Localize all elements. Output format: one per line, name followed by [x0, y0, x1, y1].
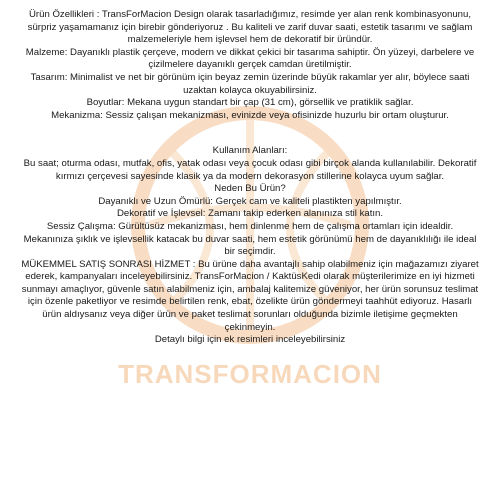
design-paragraph: Tasarım: Minimalist ve net bir görünüm için beyaz zemin üzerinde büyük rakamlar yer alır, böylece saati uzaktan kolayca okuyabilirsiniz. [30, 71, 470, 96]
summary-paragraph: Mekanınıza şıklık ve işlevsellik katacak bu duvar saati, hem estetik görünümü hem de dayanıklılığı ile ideal bir seçimdir. [23, 233, 477, 258]
dimensions-paragraph: Boyutlar: Mekana uygun standart bir çap (31 cm), görsellik ve pratiklik sağlar. [86, 97, 414, 109]
usage-paragraph: Bu saat; oturma odası, mutfak, ofis, yatak odası veya çocuk odası gibi birçok alanda kullanılabilir. Dekoratif kırmızı çerçevesi sayesinde klasik ya da modern dekorasyon stillerine kolayca uyum sağlar. [23, 157, 477, 182]
mechanism-paragraph: Mekanizma: Sessiz çalışan mekanizması, evinizde veya ofisinizde huzurlu bir ortam oluşturur. [51, 109, 449, 121]
usage-heading: Kullanım Alanları: [212, 145, 288, 157]
silent-paragraph: Sessiz Çalışma: Gürültüsüz mekanizması, hem dinlenme hem de çalışma ortamları için idealdir. [46, 220, 454, 232]
why-heading: Neden Bu Ürün? [214, 183, 286, 195]
watermark-text: TRANSFORMACION [118, 359, 382, 389]
details-paragraph: Detaylı bilgi için ek resimleri inceleyebilirsiniz [154, 334, 346, 346]
section-spacer [18, 122, 482, 145]
after-sales-paragraph: MÜKEMMEL SATIŞ SONRASI HİZMET : Bu ürüne daha avantajlı sahip olabilmeniz için mağazamızı ziyaret ederek, kampanyaları inceleyebilirsiniz. TransForMacion / KaktüsKedi olarak müşterilerimize en iyi hizmeti sunmayı amaçlıyor, güvenle satın alabilmeniz için, ambalaj kalitemize güveniyor, her ürün sorunsuz teslimat için özenle paketliyor ve resimde belirtilen renk, ebat, özelikte ürün göndermeyi taahhüt ediyoruz. Hasarlı ürün aldıysanız veya diğer ürün ve paket teslimat sorunları olduğunda bizimle iletişime geçmekten çekinmeyin. [21, 258, 479, 333]
product-description [18, 9, 482, 347]
material-paragraph: Malzeme: Dayanıklı plastik çerçeve, modern ve dikkat çekici bir tasarıma sahiptir. Ön yüzeyi, darbelere ve çizilmelere dayanıklı gerçek camdan üretilmiştir. [25, 46, 475, 71]
durable-paragraph: Dayanıklı ve Uzun Ömürlü: Gerçek cam ve kaliteli plastikten yapılmıştır. [98, 195, 402, 207]
intro-paragraph: Ürün Özellikleri : TransForMacion Design olarak tasarladığımız, resimde yer alan renk kombinasyonunu, sürpriz yaşamamanız için birebir gönderiyoruz . Bu kaliteli ve zarif duvar saati, estetik tasarımı ve sağlam malzemeleriyle hem işlevsel hem de dekoratif bir üründür. [27, 9, 473, 46]
decorative-paragraph: Dekoratif ve İşlevsel: Zamanı takip ederken alanınıza stil katın. [116, 208, 384, 220]
